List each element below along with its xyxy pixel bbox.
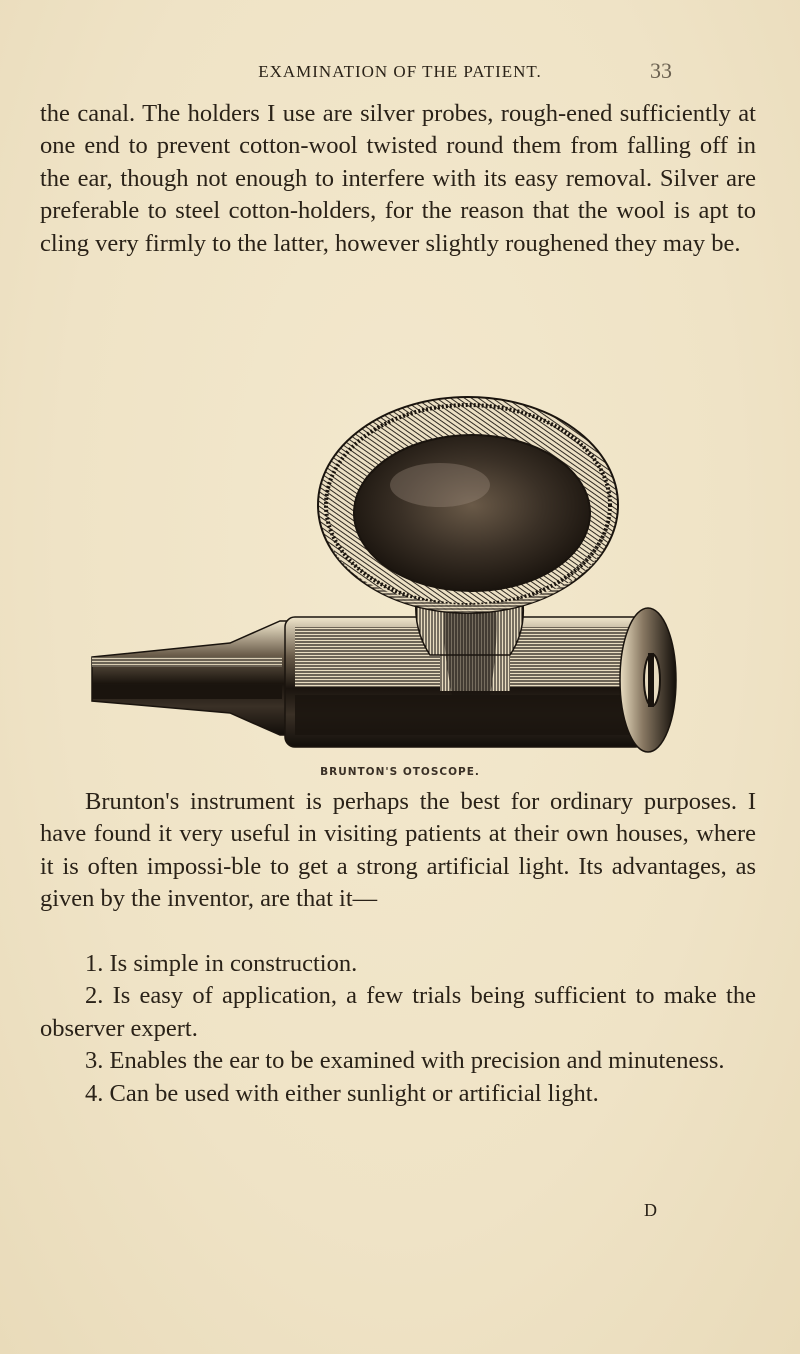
paragraph-cotton-holders: the canal. The holders I use are silver probes, rough-ened sufficiently at one end to prevent cotton-wool twisted round them from falling off in the ear, though not enough to interfere with its easy removal. Silver are preferable to steel cotton-holders, for the reason that the wool is apt to cling very firmly to the latter, however slightly roughened they may be.	[40, 100, 756, 257]
paragraph-brunton: Brunton's instrument is perhaps the best for ordinary purposes. I have found it very useful in visiting patients at their own houses, where it is often impossi-ble to get a strong artificial light. Its advantages, as given by the inventor, are that it—	[40, 788, 756, 913]
otoscope-illustration	[80, 395, 680, 755]
running-header: EXAMINATION OF THE PATIENT.	[258, 62, 542, 81]
list-item: 2. Is easy of application, a few trials being sufficient to make the observer expert.	[40, 982, 756, 1042]
page-number: 33	[650, 58, 672, 83]
list-item: 4. Can be used with either sunlight or artificial light.	[85, 1079, 599, 1107]
advantages-list	[40, 948, 756, 1110]
list-item: 3. Enables the ear to be examined with precision and minuteness.	[85, 1047, 725, 1075]
list-item: 1. Is simple in construction.	[85, 950, 358, 977]
figure-caption: BRUNTON'S OTOSCOPE.	[320, 766, 480, 778]
signature-mark: D	[644, 1200, 657, 1220]
